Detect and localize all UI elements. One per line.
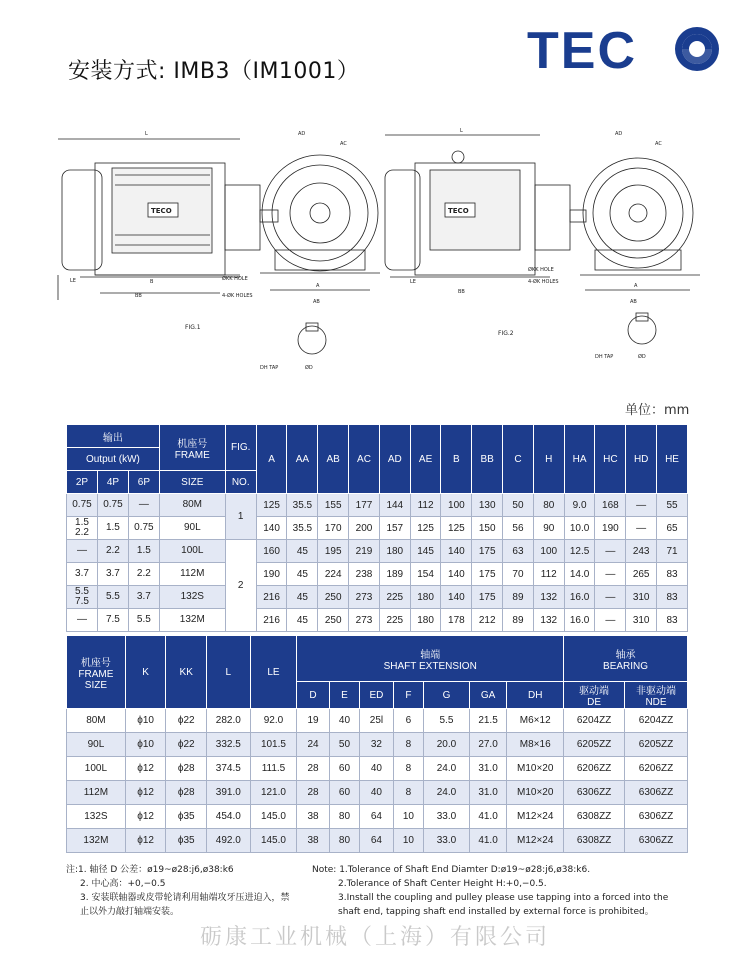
fig1-end-view — [185, 131, 380, 371]
col-H: H — [533, 425, 564, 494]
cell-fig-no: 1 — [225, 494, 256, 540]
table-row — [67, 709, 688, 733]
table-row — [67, 757, 688, 781]
cell-p6: 3.7 — [128, 586, 159, 609]
cell-ed: 40 — [360, 757, 393, 781]
table-row — [67, 563, 688, 586]
cell-f: 6 — [393, 709, 423, 733]
cell-ed: 32 — [360, 733, 393, 757]
cell-p4: 3.7 — [97, 563, 128, 586]
cell-le: 145.0 — [250, 829, 297, 853]
cell-dim: 238 — [349, 563, 380, 586]
cell-dim: 45 — [287, 609, 318, 632]
cell-p4: 7.5 — [97, 609, 128, 632]
cell-l: 454.0 — [207, 805, 251, 829]
svg-text:ØKK HOLE: ØKK HOLE — [222, 276, 248, 282]
cell-p6: — — [128, 494, 159, 517]
frame-header-2: 机座号 FRAME SIZE — [67, 636, 126, 709]
cell-dim: 140 — [441, 586, 472, 609]
cell-dim: 178 — [441, 609, 472, 632]
col-L: L — [207, 636, 251, 709]
note-cn-3: 3. 安装联轴器或皮带轮请利用轴端攻牙压进迫入，禁 — [80, 893, 290, 903]
cell-dim: 9.0 — [564, 494, 595, 517]
cell-g: 24.0 — [424, 757, 470, 781]
table-row — [67, 540, 688, 563]
cell-ga: 41.0 — [469, 829, 507, 853]
cell-nde: 6205ZZ — [625, 733, 688, 757]
svg-text:TEC: TEC — [527, 24, 637, 74]
cell-dim: 100 — [441, 494, 472, 517]
cell-dim: 190 — [595, 517, 626, 540]
fig1-side-view — [58, 131, 278, 300]
cell-kk: ϕ28 — [166, 757, 207, 781]
cell-dim: 130 — [472, 494, 503, 517]
notes-chinese — [66, 863, 289, 919]
cell-d: 24 — [297, 733, 329, 757]
col-DE: 驱动端 DE — [564, 682, 625, 709]
col-HA: HA — [564, 425, 595, 494]
col-NDE: 非驱动端 NDE — [625, 682, 688, 709]
svg-text:TECO: TECO — [448, 207, 469, 215]
col-HD: HD — [626, 425, 657, 494]
cell-dim: 310 — [626, 586, 657, 609]
cell-d: 19 — [297, 709, 329, 733]
cell-dim: 112 — [533, 563, 564, 586]
cell-frame: 132M — [67, 829, 126, 853]
cell-dim: — — [595, 563, 626, 586]
cell-dim: 140 — [256, 517, 287, 540]
cell-f: 10 — [393, 829, 423, 853]
cell-p2: 5.5 7.5 — [67, 586, 98, 609]
cell-fig-no: 2 — [225, 540, 256, 632]
cell-l: 391.0 — [207, 781, 251, 805]
cell-dim: 65 — [657, 517, 688, 540]
table-row — [67, 829, 688, 853]
cell-g: 20.0 — [424, 733, 470, 757]
cell-dim: 125 — [410, 517, 441, 540]
cell-dim: 180 — [410, 586, 441, 609]
cell-dim: 100 — [533, 540, 564, 563]
cell-d: 28 — [297, 757, 329, 781]
col-AA: AA — [287, 425, 318, 494]
cell-dim: 216 — [256, 609, 287, 632]
cell-frame: 90L — [159, 517, 225, 540]
dimension-table-2 — [66, 635, 688, 853]
cell-frame: 100L — [159, 540, 225, 563]
cell-dim: — — [595, 609, 626, 632]
motor-dimension-drawings — [40, 125, 730, 380]
cell-dim: 170 — [318, 517, 349, 540]
cell-dim: 112 — [410, 494, 441, 517]
fig-header: FIG. — [225, 425, 256, 471]
cell-dim: 16.0 — [564, 586, 595, 609]
cell-ga: 41.0 — [469, 805, 507, 829]
svg-text:DH TAP: DH TAP — [260, 365, 279, 371]
cell-dim: 175 — [472, 540, 503, 563]
col-LE: LE — [250, 636, 297, 709]
col-K: K — [125, 636, 166, 709]
cell-e: 80 — [329, 829, 359, 853]
cell-le: 145.0 — [250, 805, 297, 829]
svg-text:A: A — [634, 283, 638, 289]
cell-e: 40 — [329, 709, 359, 733]
cell-de: 6206ZZ — [564, 757, 625, 781]
cell-p4: 5.5 — [97, 586, 128, 609]
cell-l: 374.5 — [207, 757, 251, 781]
cell-dim: 189 — [379, 563, 410, 586]
cell-kk: ϕ35 — [166, 829, 207, 853]
cell-ga: 31.0 — [469, 757, 507, 781]
cell-dim: 160 — [256, 540, 287, 563]
col-D: D — [297, 682, 329, 709]
cell-dim: 83 — [657, 609, 688, 632]
cell-d: 28 — [297, 781, 329, 805]
cell-l: 332.5 — [207, 733, 251, 757]
svg-text:AC: AC — [340, 141, 347, 147]
cell-dim: 219 — [349, 540, 380, 563]
cell-dim: 80 — [533, 494, 564, 517]
cell-ed: 40 — [360, 781, 393, 805]
cell-dim: 132 — [533, 586, 564, 609]
cell-nde: 6206ZZ — [625, 757, 688, 781]
table-row — [67, 733, 688, 757]
unit-label: 单位：mm — [625, 403, 690, 418]
output-header-en: Output (kW) — [67, 448, 160, 471]
cell-ed: 64 — [360, 805, 393, 829]
table-row — [67, 781, 688, 805]
cell-dh: M6×12 — [507, 709, 564, 733]
cell-dh: M8×16 — [507, 733, 564, 757]
svg-text:DH TAP: DH TAP — [595, 354, 614, 360]
cell-dim: 89 — [503, 609, 534, 632]
svg-text:FIG.1: FIG.1 — [185, 324, 201, 331]
cell-dim: 157 — [379, 517, 410, 540]
cell-dim: 243 — [626, 540, 657, 563]
cell-dim: — — [595, 540, 626, 563]
cell-dim: 168 — [595, 494, 626, 517]
cell-dh: M12×24 — [507, 829, 564, 853]
cell-p2: 1.5 2.2 — [67, 517, 98, 540]
cell-f: 8 — [393, 757, 423, 781]
cell-nde: 6306ZZ — [625, 805, 688, 829]
cell-dim: 177 — [349, 494, 380, 517]
cell-dim: 212 — [472, 609, 503, 632]
cell-de: 6205ZZ — [564, 733, 625, 757]
svg-text:BB: BB — [458, 289, 465, 295]
col-HE: HE — [657, 425, 688, 494]
cell-dim: 250 — [318, 586, 349, 609]
cell-dim: 125 — [441, 517, 472, 540]
cell-de: 6308ZZ — [564, 829, 625, 853]
cell-frame: 132S — [67, 805, 126, 829]
cell-frame: 90L — [67, 733, 126, 757]
cell-dim: 150 — [472, 517, 503, 540]
cell-g: 33.0 — [424, 805, 470, 829]
cell-frame: 132S — [159, 586, 225, 609]
cell-frame: 112M — [67, 781, 126, 805]
svg-text:ØD: ØD — [305, 365, 313, 371]
cell-dim: 12.5 — [564, 540, 595, 563]
cell-kk: ϕ28 — [166, 781, 207, 805]
svg-text:LE: LE — [70, 278, 76, 284]
cell-l: 492.0 — [207, 829, 251, 853]
cell-e: 80 — [329, 805, 359, 829]
cell-dim: 125 — [256, 494, 287, 517]
cell-ed: 25l — [360, 709, 393, 733]
cell-dim: 35.5 — [287, 517, 318, 540]
cell-e: 50 — [329, 733, 359, 757]
output-header-cn: 输出 — [67, 425, 160, 448]
cell-e: 60 — [329, 757, 359, 781]
cell-dim: 10.0 — [564, 517, 595, 540]
cell-dim: 200 — [349, 517, 380, 540]
frame-header: 机座号 FRAME — [159, 425, 225, 471]
note-en-3: 3.Install the coupling and pulley please use tapping into a forced into the — [338, 893, 669, 903]
note-en-1: Note: 1.Tolerance of Shaft End Diamter D:ø19~ø28:j6,ø38:k6. — [312, 865, 591, 875]
cell-le: 111.5 — [250, 757, 297, 781]
cell-dim: 90 — [533, 517, 564, 540]
cell-dim: 83 — [657, 586, 688, 609]
table-row — [67, 494, 688, 517]
col-DH: DH — [507, 682, 564, 709]
cell-dim: 89 — [503, 586, 534, 609]
cell-dim: 190 — [256, 563, 287, 586]
cell-de: 6308ZZ — [564, 805, 625, 829]
page-title: 安装方式: IMB3（IM1001） — [68, 59, 360, 84]
svg-text:4-ØK HOLES: 4-ØK HOLES — [528, 279, 559, 285]
cell-g: 5.5 — [424, 709, 470, 733]
note-cn-4: 止以外力敲打轴端安装。 — [80, 907, 180, 917]
svg-text:TECO: TECO — [151, 207, 172, 215]
col-AB: AB — [318, 425, 349, 494]
cell-p4: 1.5 — [97, 517, 128, 540]
cell-ga: 31.0 — [469, 781, 507, 805]
cell-dim: — — [595, 586, 626, 609]
col-BB: BB — [472, 425, 503, 494]
cell-dim: 16.0 — [564, 609, 595, 632]
cell-dim: — — [626, 494, 657, 517]
pole-6p: 6P — [128, 471, 159, 494]
svg-text:AD: AD — [298, 131, 306, 137]
cell-dim: 145 — [410, 540, 441, 563]
cell-dim: 45 — [287, 586, 318, 609]
cell-ga: 27.0 — [469, 733, 507, 757]
cell-dim: 225 — [379, 609, 410, 632]
svg-text:FIG.2: FIG.2 — [498, 330, 514, 337]
col-HC: HC — [595, 425, 626, 494]
svg-text:AC: AC — [655, 141, 662, 147]
svg-text:B: B — [150, 279, 154, 285]
notes-english — [312, 863, 668, 919]
col-ED: ED — [360, 682, 393, 709]
cell-p2: — — [67, 609, 98, 632]
no-header: NO. — [225, 471, 256, 494]
cell-dim: 63 — [503, 540, 534, 563]
cell-f: 10 — [393, 805, 423, 829]
cell-dim: 250 — [318, 609, 349, 632]
cell-frame: 100L — [67, 757, 126, 781]
col-AE: AE — [410, 425, 441, 494]
col-G: G — [424, 682, 470, 709]
cell-dim: 70 — [503, 563, 534, 586]
cell-dim: 45 — [287, 540, 318, 563]
cell-dim: 175 — [472, 586, 503, 609]
dimension-table-1 — [66, 424, 688, 632]
cell-p2: 0.75 — [67, 494, 98, 517]
cell-p4: 0.75 — [97, 494, 128, 517]
cell-dim: 175 — [472, 563, 503, 586]
cell-dh: M10×20 — [507, 757, 564, 781]
cell-g: 33.0 — [424, 829, 470, 853]
size-header: SIZE — [159, 471, 225, 494]
cell-dim: 55 — [657, 494, 688, 517]
cell-dim: 140 — [441, 563, 472, 586]
cell-dim: 155 — [318, 494, 349, 517]
cell-dim: 132 — [533, 609, 564, 632]
svg-text:L: L — [460, 128, 463, 134]
cell-dim: 71 — [657, 540, 688, 563]
cell-frame: 132M — [159, 609, 225, 632]
note-en-2: 2.Tolerance of Shaft Center Height H:+0,−0.5. — [338, 879, 547, 889]
cell-dim: 265 — [626, 563, 657, 586]
cell-dim: 273 — [349, 609, 380, 632]
cell-p2: 3.7 — [67, 563, 98, 586]
cell-le: 101.5 — [250, 733, 297, 757]
cell-dim: 154 — [410, 563, 441, 586]
table-row — [67, 517, 688, 540]
cell-p6: 5.5 — [128, 609, 159, 632]
cell-dim: 195 — [318, 540, 349, 563]
cell-g: 24.0 — [424, 781, 470, 805]
col-A: A — [256, 425, 287, 494]
cell-nde: 6204ZZ — [625, 709, 688, 733]
bearing-header: 轴承 BEARING — [564, 636, 688, 682]
cell-p2: — — [67, 540, 98, 563]
col-E: E — [329, 682, 359, 709]
cell-f: 8 — [393, 733, 423, 757]
svg-text:AD: AD — [615, 131, 623, 137]
cell-frame: 80M — [67, 709, 126, 733]
cell-dim: 224 — [318, 563, 349, 586]
cell-dim: 310 — [626, 609, 657, 632]
cell-k: ϕ12 — [125, 781, 166, 805]
cell-dim: 225 — [379, 586, 410, 609]
cell-kk: ϕ35 — [166, 805, 207, 829]
pole-2p: 2P — [67, 471, 98, 494]
cell-dim: 144 — [379, 494, 410, 517]
cell-frame: 112M — [159, 563, 225, 586]
cell-k: ϕ10 — [125, 709, 166, 733]
cell-le: 121.0 — [250, 781, 297, 805]
cell-kk: ϕ22 — [166, 733, 207, 757]
cell-e: 60 — [329, 781, 359, 805]
company-footer: 砺康工业机械（上海）有限公司 — [199, 925, 550, 950]
col-AD: AD — [379, 425, 410, 494]
cell-d: 38 — [297, 829, 329, 853]
svg-text:AB: AB — [313, 299, 320, 305]
col-B: B — [441, 425, 472, 494]
cell-nde: 6306ZZ — [625, 829, 688, 853]
svg-text:4-ØK HOLES: 4-ØK HOLES — [222, 293, 253, 299]
note-cn-2: 2. 中心高：+0,−0.5 — [80, 879, 166, 889]
cell-kk: ϕ22 — [166, 709, 207, 733]
cell-dim: 140 — [441, 540, 472, 563]
cell-d: 38 — [297, 805, 329, 829]
svg-text:AB: AB — [630, 299, 637, 305]
cell-dim: 56 — [503, 517, 534, 540]
cell-dim: 35.5 — [287, 494, 318, 517]
fig2-side-view — [385, 128, 586, 295]
cell-nde: 6306ZZ — [625, 781, 688, 805]
svg-text:A: A — [316, 283, 320, 289]
cell-frame: 80M — [159, 494, 225, 517]
cell-de: 6306ZZ — [564, 781, 625, 805]
cell-k: ϕ12 — [125, 829, 166, 853]
table-row — [67, 586, 688, 609]
cell-p6: 0.75 — [128, 517, 159, 540]
pole-4p: 4P — [97, 471, 128, 494]
cell-ed: 64 — [360, 829, 393, 853]
col-AC: AC — [349, 425, 380, 494]
col-KK: KK — [166, 636, 207, 709]
cell-f: 8 — [393, 781, 423, 805]
cell-dim: 50 — [503, 494, 534, 517]
teco-logo — [527, 24, 727, 74]
cell-dim: 180 — [410, 609, 441, 632]
cell-dim: 45 — [287, 563, 318, 586]
svg-text:BB: BB — [135, 293, 142, 299]
fig2-end-view — [498, 131, 700, 360]
cell-dim: 83 — [657, 563, 688, 586]
cell-dim: 180 — [379, 540, 410, 563]
table-row — [67, 805, 688, 829]
cell-p6: 1.5 — [128, 540, 159, 563]
cell-dh: M10×20 — [507, 781, 564, 805]
cell-k: ϕ12 — [125, 805, 166, 829]
cell-l: 282.0 — [207, 709, 251, 733]
svg-text:L: L — [145, 131, 148, 137]
note-en-4: shaft end, tapping shaft end installed by external force is prohibited。 — [338, 907, 654, 917]
cell-de: 6204ZZ — [564, 709, 625, 733]
cell-ga: 21.5 — [469, 709, 507, 733]
cell-k: ϕ10 — [125, 733, 166, 757]
svg-text:ØD: ØD — [638, 354, 646, 360]
cell-dim: 273 — [349, 586, 380, 609]
cell-p6: 2.2 — [128, 563, 159, 586]
cell-dh: M12×24 — [507, 805, 564, 829]
cell-le: 92.0 — [250, 709, 297, 733]
col-C: C — [503, 425, 534, 494]
shaft-extension-header: 轴端 SHAFT EXTENSION — [297, 636, 564, 682]
col-GA: GA — [469, 682, 507, 709]
col-F: F — [393, 682, 423, 709]
cell-dim: 14.0 — [564, 563, 595, 586]
table-row — [67, 609, 688, 632]
svg-text:LE: LE — [410, 279, 416, 285]
cell-dim: — — [626, 517, 657, 540]
cell-dim: 216 — [256, 586, 287, 609]
cell-p4: 2.2 — [97, 540, 128, 563]
note-cn-1: 注:1. 轴径 D 公差：ø19~ø28:j6,ø38:k6 — [66, 865, 234, 875]
svg-text:ØKK HOLE: ØKK HOLE — [528, 267, 554, 273]
cell-k: ϕ12 — [125, 757, 166, 781]
